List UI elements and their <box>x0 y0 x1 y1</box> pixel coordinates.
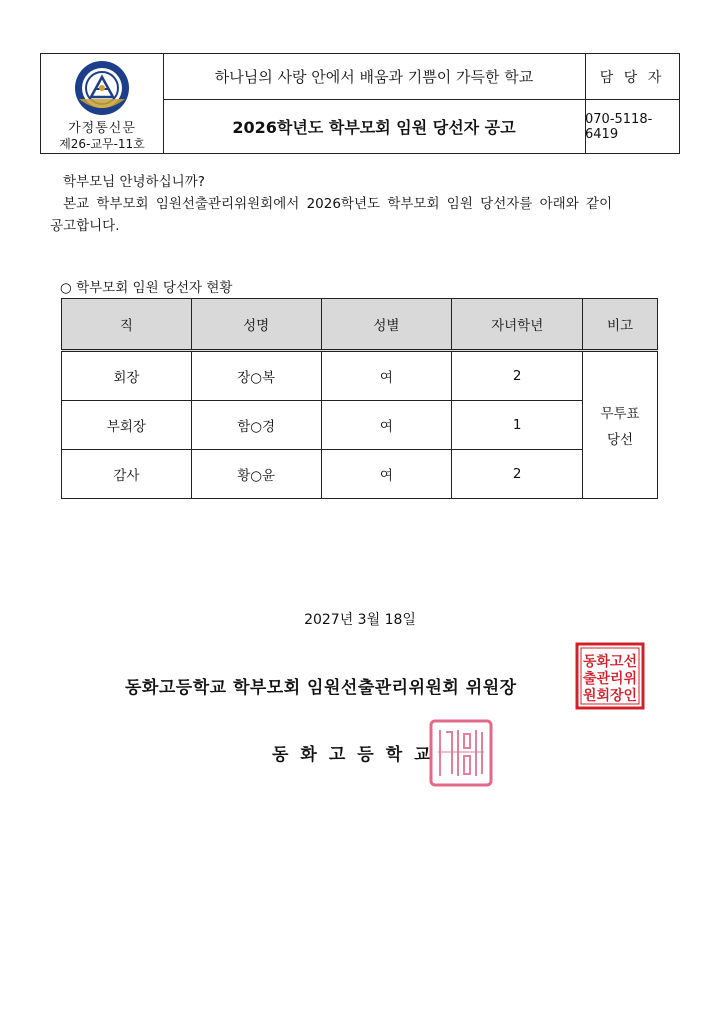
position-cell: 감사 <box>62 450 192 499</box>
greeting: 학부모님 안녕하십니까? <box>63 174 205 190</box>
school-emblem-icon <box>73 59 131 117</box>
document-header <box>40 53 680 154</box>
note-cell <box>583 351 658 499</box>
position-cell: 부회장 <box>62 401 192 450</box>
column-header: 자녀학년 <box>452 299 583 351</box>
name-cell: 황○윤 <box>191 450 321 499</box>
contact-phone: 070-5118-6419 <box>585 111 653 142</box>
grade-cell: 2 <box>452 351 583 401</box>
announcement-line-2: 공고합니다. <box>50 218 120 234</box>
table-row <box>62 450 658 499</box>
section-title: ○ 학부모회 임원 당선자 현황 <box>60 280 233 296</box>
officers-table <box>61 298 658 499</box>
position-cell: 회장 <box>62 351 192 401</box>
name-cell: 함○경 <box>191 401 321 450</box>
table-header-row <box>62 299 658 351</box>
grade-cell: 1 <box>452 401 583 450</box>
issue-date: 2027년 3월 18일 <box>304 612 416 628</box>
table-row <box>62 401 658 450</box>
committee-seal-icon <box>575 642 645 710</box>
gender-cell: 여 <box>321 351 452 401</box>
document-number: 제26-교무-11호 <box>59 137 145 151</box>
column-header: 성별 <box>321 299 452 351</box>
contact-label: 담 당 자 <box>585 54 679 100</box>
gender-cell: 여 <box>321 450 452 499</box>
announcement-line-1: 본교 학부모회 임원선출관리위원회에서 2026학년도 학부모회 임원 당선자를 아래와 같이 <box>63 196 613 212</box>
logo-cell <box>41 54 164 153</box>
school-motto: 하나님의 사랑 안에서 배움과 기쁨이 가득한 학교 <box>163 54 585 100</box>
column-header: 비고 <box>583 299 658 351</box>
header-contact <box>585 54 679 153</box>
school-seal-icon <box>428 718 494 788</box>
document-title: 2026학년도 학부모회 임원 당선자 공고 <box>232 118 516 137</box>
name-cell: 장○복 <box>191 351 321 401</box>
svg-text:동화고선: 동화고선 <box>582 654 638 670</box>
grade-cell: 2 <box>452 450 583 499</box>
school-name: 동화고등학교 <box>272 745 443 765</box>
svg-text:출관리위: 출관리위 <box>582 671 638 687</box>
table-row <box>62 351 658 401</box>
note-line: 무투표 <box>600 406 640 422</box>
committee-chair: 동화고등학교 학부모회 임원선출관리위원회 위원장 <box>125 678 517 698</box>
column-header: 직 <box>62 299 192 351</box>
column-header: 성명 <box>191 299 321 351</box>
document-type: 가정통신문 <box>68 121 136 136</box>
gender-cell: 여 <box>321 401 452 450</box>
note-line: 당선 <box>606 432 634 448</box>
header-middle <box>163 54 586 153</box>
svg-text:원회장인: 원회장인 <box>582 688 638 704</box>
